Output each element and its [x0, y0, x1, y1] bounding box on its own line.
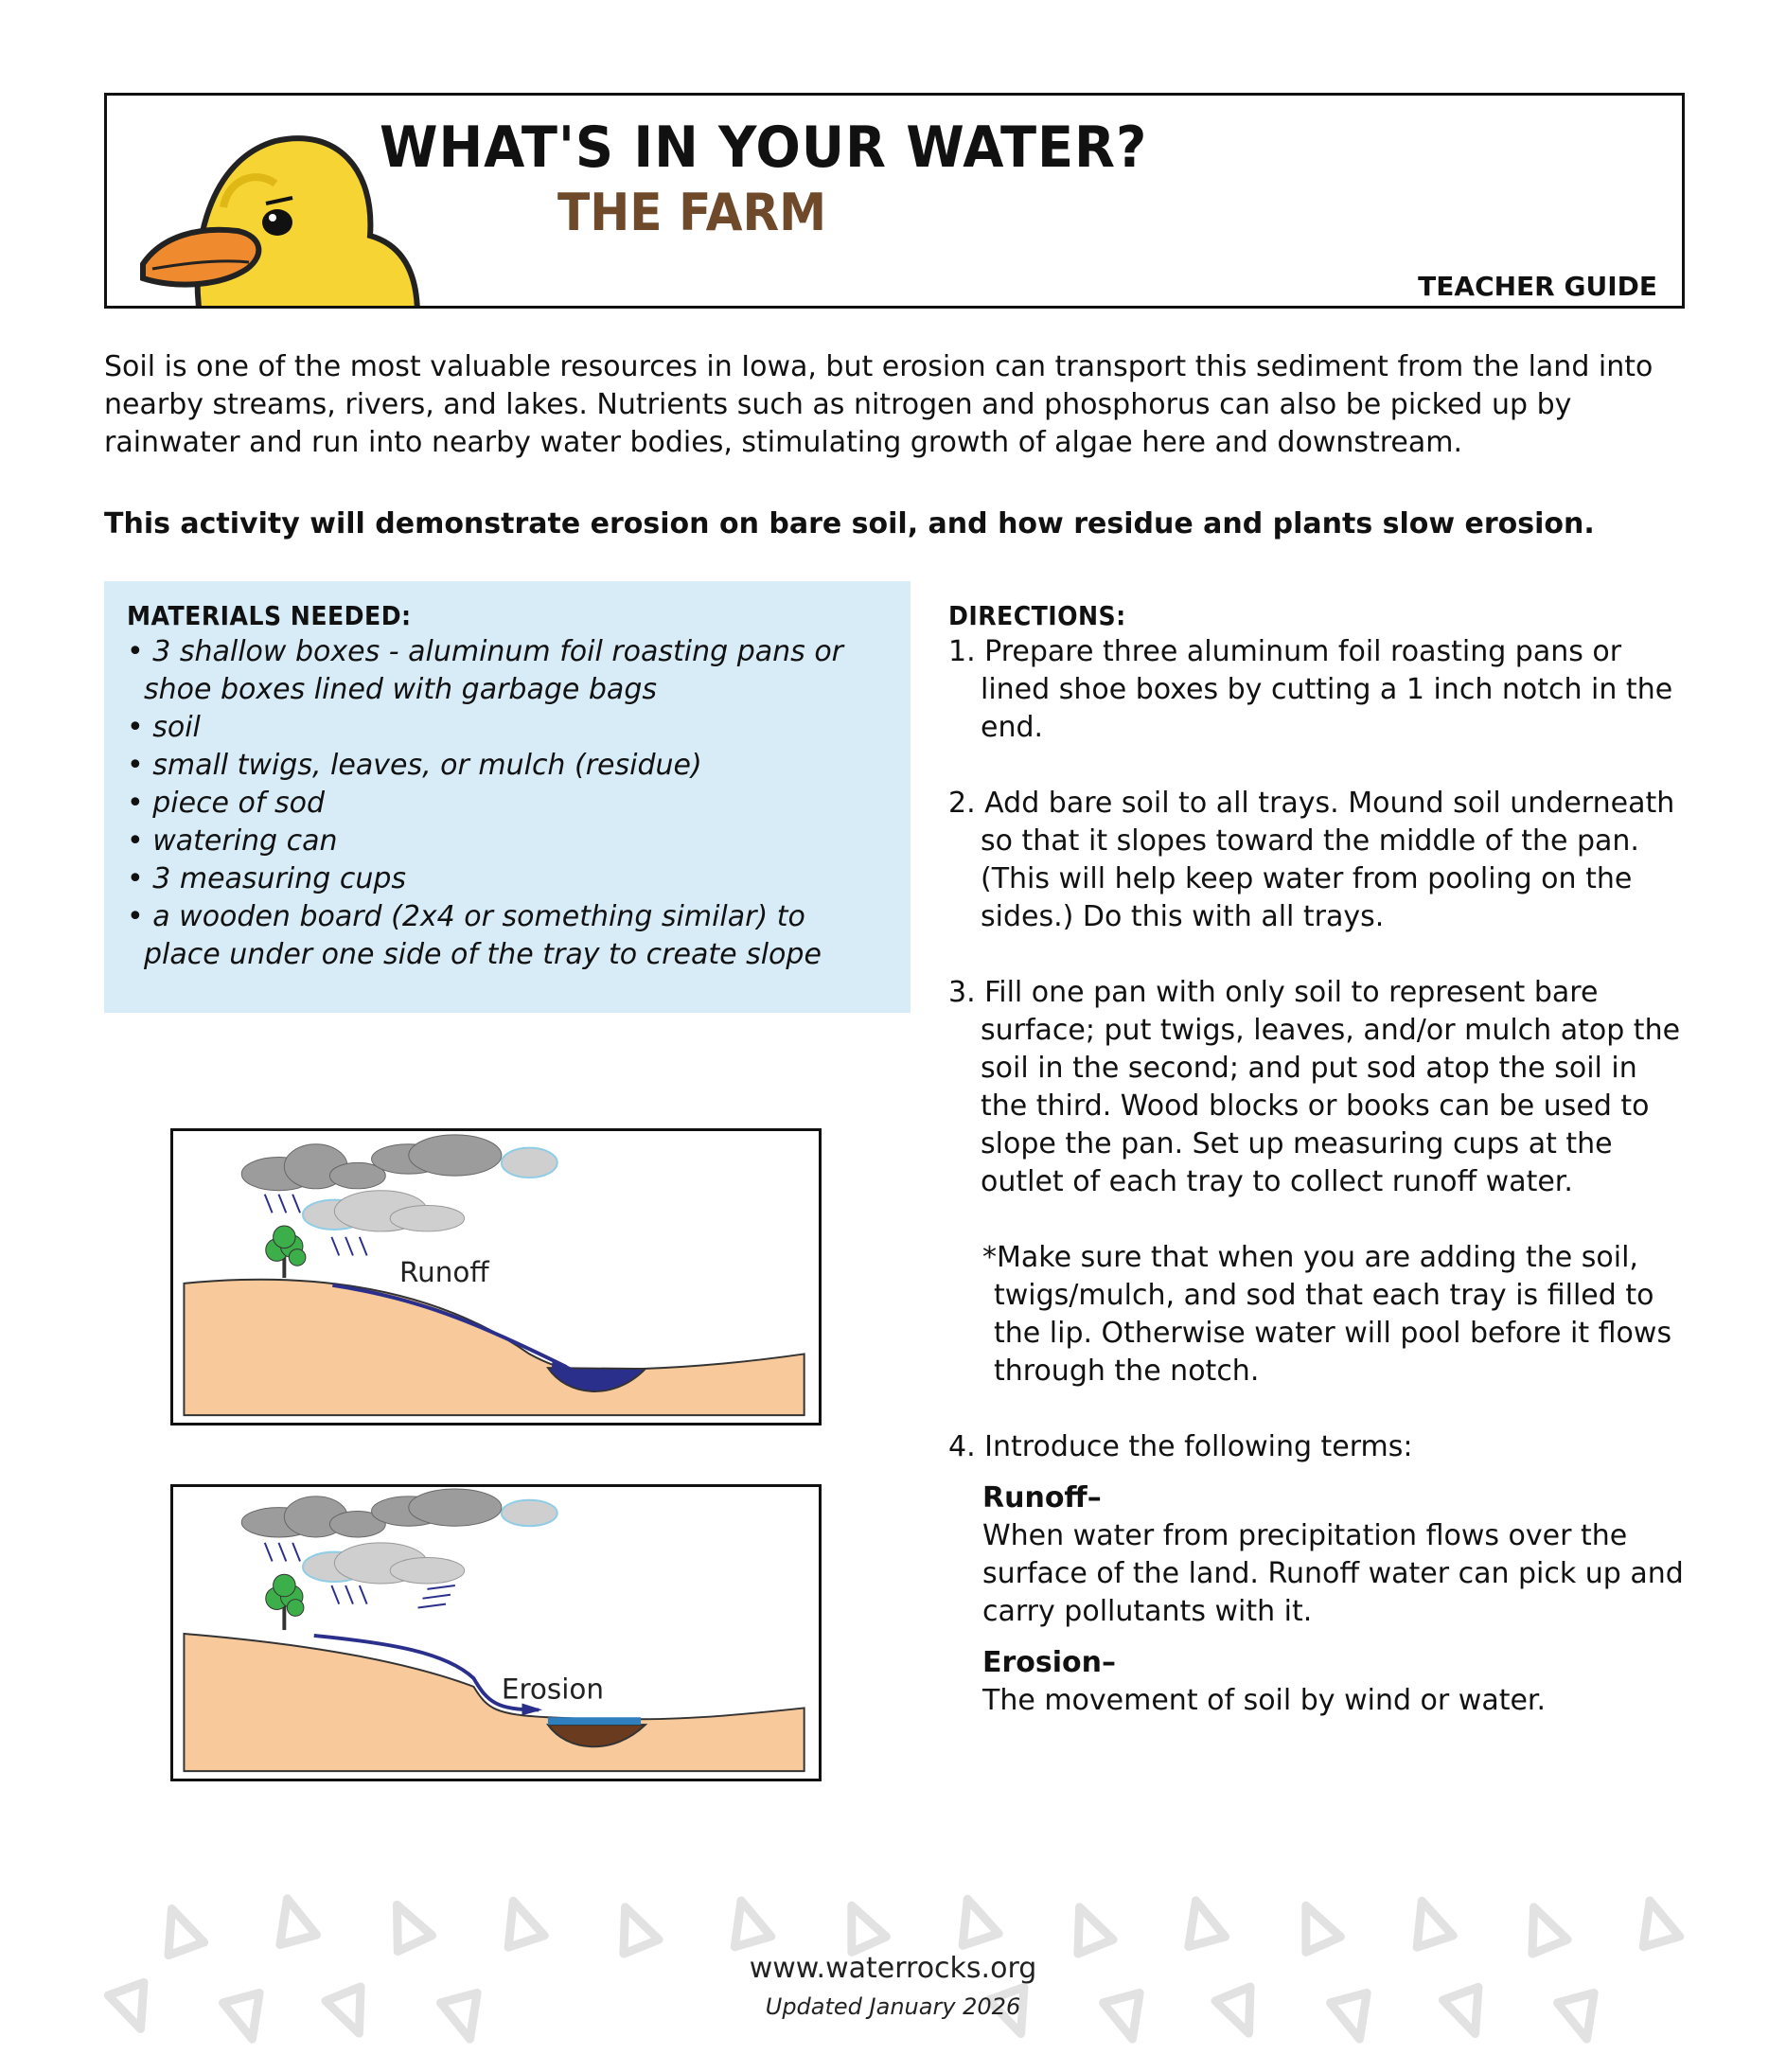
intro-paragraph: Soil is one of the most valuable resources in Iowa, but erosion can transport this sediment from the land into nearby streams, rivers, and lakes. Nutrients such as nitrogen and phosphorus can also be picked up by rainwater and run into nearby water bodies, stimulating growth of algae here and downstream.	[104, 350, 1653, 459]
direction-step: 1. Prepare three aluminum foil roasting pans or lined shoe boxes by cutting a 1 inch notch in the end.	[948, 635, 1673, 744]
list-item: • 3 shallow boxes - aluminum foil roasting pans or shoe boxes lined with garbage bags	[127, 635, 844, 706]
direction-step: 2. Add bare soil to all trays. Mound soil underneath so that it slopes toward the middle of the pan. (This will help keep water from pooling on the sides.) Do this with all trays.	[948, 787, 1675, 933]
directions-section	[948, 600, 1687, 1720]
list-item: • small twigs, leaves, or mulch (residue)	[127, 749, 702, 782]
list-item: • soil	[127, 711, 201, 744]
list-item: • a wooden board (2x4 or something similar) to place under one side of the tray to create slope	[127, 900, 822, 971]
runoff-diagram	[170, 1128, 822, 1426]
header-banner	[104, 93, 1685, 309]
list-item: • watering can	[127, 824, 338, 858]
soil-hill	[184, 1280, 804, 1415]
term-erosion: Erosion–	[982, 1646, 1117, 1679]
term-erosion-definition: The movement of soil by wind or water.	[982, 1684, 1547, 1717]
footer-url: www.waterrocks.org	[749, 1952, 1037, 1985]
materials-list	[127, 633, 888, 974]
erosion-diagram	[170, 1484, 822, 1781]
cloud-icon	[303, 1543, 465, 1584]
demo-statement: This activity will demonstrate erosion on bare soil, and how residue and plants slow erosion.	[104, 507, 1595, 540]
tree-icon	[266, 1226, 306, 1278]
guide-label: TEACHER GUIDE	[1418, 271, 1657, 302]
wind-icon	[418, 1585, 455, 1608]
erosion-label: Erosion	[501, 1673, 605, 1706]
footer-updated-date: Updated January 2026	[765, 1993, 1021, 2020]
cloud-icon	[241, 1496, 385, 1537]
direction-step: 4. Introduce the following terms:	[948, 1430, 1413, 1463]
cloud-icon	[372, 1135, 557, 1178]
cloud-icon	[372, 1489, 557, 1526]
tree-icon	[266, 1574, 304, 1630]
directions-heading: DIRECTIONS:	[948, 600, 1126, 631]
term-runoff-definition: When water from precipitation flows over the surface of the land. Runoff water can pick up and carry pollutants with it.	[982, 1519, 1684, 1628]
page-title: WHAT'S IN YOUR WATER?	[380, 115, 1148, 181]
runoff-label: Runoff	[398, 1255, 489, 1288]
materials-heading: MATERIALS NEEDED:	[127, 600, 412, 631]
term-runoff: Runoff–	[982, 1481, 1102, 1514]
cloud-icon	[303, 1191, 465, 1231]
direction-note: *Make sure that when you are adding the soil, twigs/mulch, and sod that each tray is filled to the lip. Otherwise water will pool before it flows through the notch.	[982, 1241, 1672, 1388]
cloud-icon	[241, 1144, 385, 1191]
list-item: • 3 measuring cups	[127, 862, 407, 895]
list-item: • piece of sod	[127, 787, 326, 820]
materials-box	[104, 581, 911, 1013]
page-subtitle: THE FARM	[557, 183, 827, 242]
direction-step: 3. Fill one pan with only soil to represent bare surface; put twigs, leaves, and/or mulch atop the soil in the second; and put sod atop the soil in the third. Wood blocks or books can be used to slope the pan. Set up measuring cups at the outlet of each tray to collect runoff water.	[948, 976, 1681, 1198]
